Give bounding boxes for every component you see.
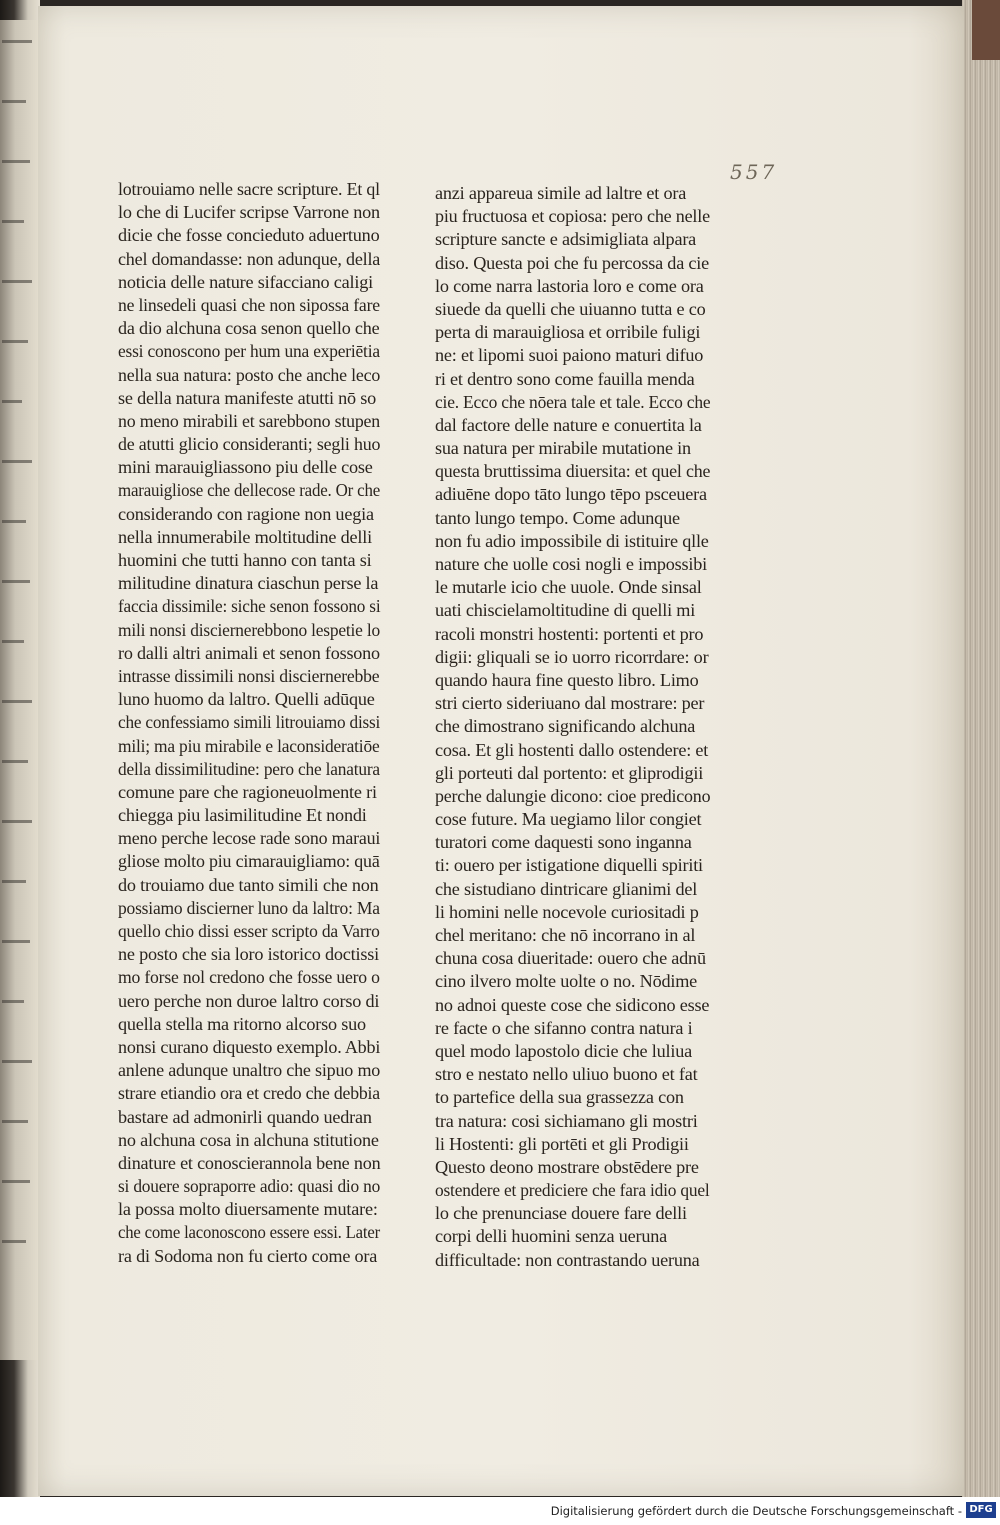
text-line: cie. Ecco che nōera tale et tale. Ecco che — [435, 391, 711, 412]
text-line: che sistudiano dintricare glianimi del — [435, 878, 698, 899]
text-line: ostendere et prediciere che fara idio quel — [435, 1180, 710, 1201]
text-line: do trouiamo due tanto simili che non — [118, 874, 379, 895]
text-line: quello chio dissi esser scripto da Varro — [118, 921, 380, 941]
text-line: Questo deono mostrare obstēdere pre — [435, 1156, 699, 1177]
text-line: perta di marauigliosa et orribile fuligi — [435, 322, 701, 343]
text-line: re facte o che sifanno contra natura i — [435, 1017, 693, 1038]
text-line: chel domandasse: non adunque, della — [118, 248, 381, 269]
text-line: considerando con ragione non uegia — [118, 503, 374, 524]
right-text-column — [435, 182, 710, 1272]
text-line: cose future. Ma uegiamo lilor congiet — [435, 809, 702, 830]
left-text-column — [118, 178, 380, 1268]
text-line: racoli monstri hostenti: portenti et pro — [435, 623, 704, 644]
text-line: ti: ouero per istigatione diquelli spiriti — [435, 855, 703, 876]
text-line: dicie che fosse concieduto aduertuno — [118, 225, 380, 246]
text-line: militudine dinatura ciaschun perse la — [118, 573, 379, 594]
text-line: turatori come daquesti sono inganna — [435, 832, 692, 853]
text-line: uero perche non duroe laltro corso di — [118, 990, 380, 1011]
text-line: anzi appareua simile ad laltre et ora — [435, 183, 687, 203]
text-line: difficultade: non contrastando ueruna — [435, 1249, 700, 1270]
text-line: nella sua natura: posto che anche leco — [118, 364, 381, 385]
text-line: lo come narra lastoria loro e come ora — [435, 275, 704, 296]
text-line: essi conoscono per hum una experiētia — [118, 341, 380, 362]
text-line: intrasse dissimili nonsi disciernerebbe — [118, 665, 380, 686]
text-line: piu fructuosa et copiosa: pero che nelle — [435, 206, 710, 227]
text-line: quando haura fine questo libro. Limo — [435, 669, 699, 690]
text-line: luno huomo da laltro. Quelli adūque — [118, 689, 375, 710]
text-line: non fu adio impossibile di istituire qlle — [435, 530, 709, 551]
text-line: chel meritano: che nō incorrano in al — [435, 925, 696, 945]
text-line: lo che prenunciase douere fare delli — [435, 1203, 687, 1224]
folio-number: 557 — [730, 160, 778, 184]
text-line: gliose molto piu cimarauigliamo: quā — [118, 851, 380, 872]
text-line: nonsi curano diquesto exemplo. Abbi — [118, 1036, 381, 1057]
text-line: che come laconoscono essere essi. Later — [118, 1222, 381, 1243]
text-line: li Hostenti: gli portēti et gli Prodigii — [435, 1133, 689, 1154]
text-line: bastare ad admonirli quando uedran — [118, 1106, 372, 1127]
text-line: da dio alchuna cosa senon quello che — [118, 318, 380, 339]
funding-credit: Digitalisierung gefördert durch die Deutsche Forschungsgemeinschaft - — [550, 1504, 962, 1518]
text-line: digii: gliquali se io uorro ricorrdare: or — [435, 646, 709, 667]
text-line: le mutarle icio che uuole. Onde sinsal — [435, 577, 702, 598]
text-line: stri cierto sideriuano dal mostrare: per — [435, 693, 705, 714]
text-line: stro e nestato nello uliuo buono et fat — [435, 1064, 698, 1085]
text-line: gli porteuti dal portento: et gliprodigii — [435, 762, 704, 783]
text-line: lo che di Lucifer scripse Varrone non — [118, 202, 380, 223]
text-line: strare etiandio ora et credo che debbia — [118, 1083, 380, 1104]
text-line: cino ilvero molte uolte o no. Nōdime — [435, 971, 698, 992]
text-line: ne: et lipomi suoi paiono maturi difuo — [435, 345, 704, 366]
text-line: ne posto che sia loro istorico doctissi — [118, 944, 379, 965]
text-line: lotrouiamo nelle sacre scripture. Et ql — [118, 179, 380, 199]
text-line: comune pare che ragioneuolmente ri — [118, 781, 377, 802]
text-line: adiuēne dopo tāto lungo tēpo psceuera — [435, 484, 707, 505]
text-line: huomini che tutti hanno con tanta si — [118, 550, 372, 570]
text-line: che confessiamo simili litrouiamo dissi — [118, 712, 381, 733]
dfg-logo: DFG — [966, 1502, 996, 1518]
text-line: dal factore delle nature e conuertita la — [435, 414, 702, 435]
text-line: perche dalungie dicono: cioe predicono — [435, 785, 711, 806]
text-line: la possa molto diuersamente mutare: — [118, 1199, 378, 1220]
text-line: tanto lungo tempo. Come adunque — [435, 507, 680, 528]
text-line: to partefice della sua grassezza con — [435, 1087, 684, 1108]
text-line: diso. Questa poi che fu percossa da cie — [435, 252, 710, 273]
text-line: no adnoi queste cose che sidicono esse — [435, 994, 710, 1015]
text-line: chuna cosa diueritade: ouero che adnū — [435, 948, 706, 969]
text-line: noticia delle nature sifacciano caligi — [118, 271, 373, 292]
text-line: uati chiscielamoltitudine di quelli mi — [435, 600, 696, 621]
text-line: scripture sancte e adsimigliata alpara — [435, 229, 697, 250]
text-line: faccia dissimile: siche senon fossono si — [118, 596, 381, 617]
text-line: mili nonsi disciernerebbono lespetie lo — [118, 619, 380, 640]
text-line: ra di Sodoma non fu cierto come ora — [118, 1245, 378, 1266]
text-line: ro dalli altri animali et senon fossono — [118, 642, 380, 663]
text-line: si douere sopraporre adio: quasi dio no — [118, 1176, 381, 1197]
text-line: che dimostrano significando alchuna — [435, 716, 696, 737]
text-line: possiamo discierner luno da laltro: Ma — [118, 897, 380, 918]
text-line: meno perche lecose rade sono maraui — [118, 828, 381, 849]
text-line: nature che uolle cosi nogli e impossibi — [435, 554, 708, 574]
text-line: siuede da quelli che uiuanno tutta e co — [435, 298, 706, 319]
text-line: questa bruttissima diuersita: et quel che — [435, 461, 711, 482]
digitization-footer — [0, 1497, 1000, 1525]
text-line: li homini nelle nocevole curiositadi p — [435, 901, 699, 922]
facing-page-strip — [0, 20, 38, 1360]
text-line: cosa. Et gli hostenti dallo ostendere: et — [435, 739, 709, 760]
text-line: no meno mirabili et sarebbono stupen — [118, 410, 381, 431]
text-line: de atutti glicio consideranti; segli huo — [118, 434, 381, 455]
text-line: ne linsedeli quasi che non sipossa fare — [118, 294, 380, 315]
text-line: della dissimilitudine: pero che lanatura — [118, 758, 380, 779]
text-line: quel modo lapostolo dicie che luliua — [435, 1040, 692, 1061]
text-line: chiegga piu lasimilitudine Et nondi — [118, 805, 367, 826]
text-line: mo forse nol credono che fosse uero o — [118, 967, 380, 988]
text-line: nella innumerabile moltitudine delli — [118, 526, 372, 547]
page-stack-edge — [962, 0, 1000, 1497]
text-line: mini marauigliassono piu delle cose — [118, 457, 373, 478]
text-line: no alchuna cosa in alchuna stitutione — [118, 1129, 379, 1150]
text-line: dinature et conoscierannola bene non — [118, 1152, 381, 1173]
text-line: anlene adunque unaltro che sipuo mo — [118, 1060, 381, 1081]
text-line: se della natura manifeste atutti nō so — [118, 387, 377, 408]
text-line: corpi delli huomini senza ueruna — [435, 1226, 667, 1247]
book-cover-corner — [972, 0, 1000, 60]
text-line: ri et dentro sono come fauilla menda — [435, 368, 695, 389]
text-line: sua natura per mirabile mutatione in — [435, 438, 691, 459]
text-line: marauigliose che dellecose rade. Or che — [118, 480, 381, 501]
text-line: quella stella ma ritorno alcorso suo — [118, 1013, 366, 1034]
text-line: tra natura: cosi sichiamano gli mostri — [435, 1110, 698, 1131]
text-line: mili; ma piu mirabile e laconsideratiōe — [118, 735, 380, 756]
